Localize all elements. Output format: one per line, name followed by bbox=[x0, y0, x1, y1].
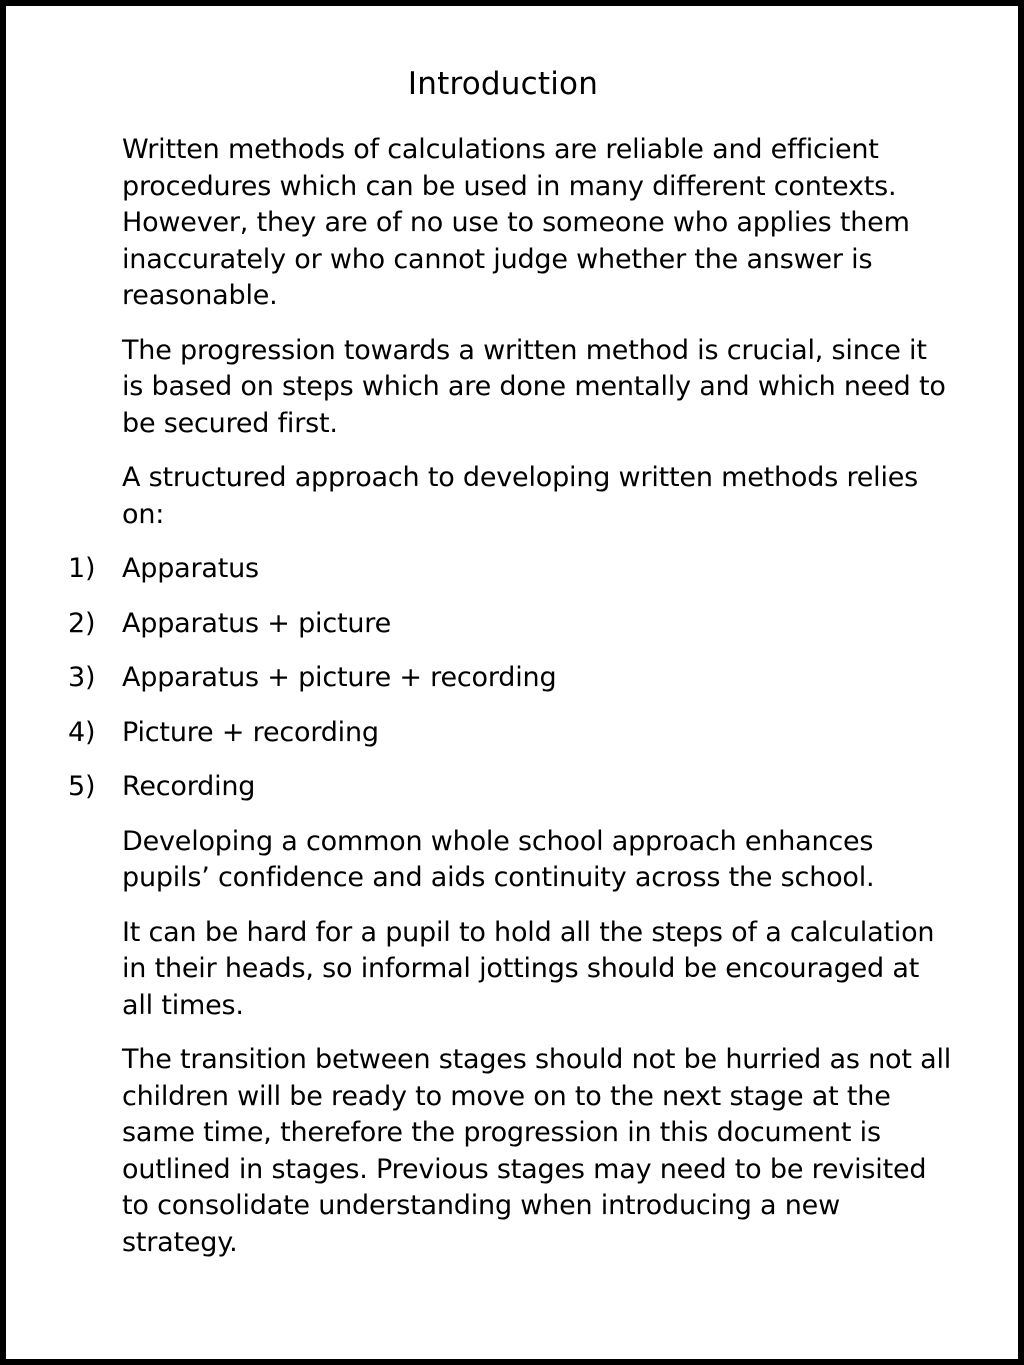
list-text: Apparatus bbox=[122, 553, 259, 584]
list-number: 3) bbox=[68, 662, 96, 693]
paragraph-transition: The transition between stages should not be hurried as not all children will be ready to move on to the next stage at the same time, therefore the progression in this document is outlined in stages. Previous stages may need to be revisited to consolidate understanding when introducing a new strategy. bbox=[122, 1044, 952, 1258]
stages-list bbox=[68, 551, 952, 806]
paragraph-written-methods: Written methods of calculations are reliable and efficient procedures which can be used in many different contexts. However, they are of no use to someone who applies them inaccurately or who cannot judge whether the answer is reasonable. bbox=[122, 134, 910, 311]
list-text: Recording bbox=[122, 771, 256, 802]
list-number: 4) bbox=[68, 716, 96, 748]
document-body bbox=[68, 132, 952, 1279]
list-item bbox=[68, 606, 952, 643]
list-number: 2) bbox=[68, 607, 96, 639]
paragraph-common-approach: Developing a common whole school approach enhances pupils’ confidence and aids continuity across the school. bbox=[122, 825, 875, 893]
list-number: 5) bbox=[68, 771, 96, 802]
list-number: 1) bbox=[68, 553, 96, 584]
page-title: Introduction bbox=[407, 66, 599, 102]
list-text: Picture + recording bbox=[122, 716, 379, 748]
list-item bbox=[68, 660, 952, 697]
paragraph-progression: The progression towards a written method is crucial, since it is based on steps which are done mentally and which need to be secured first. bbox=[122, 334, 946, 439]
list-item bbox=[68, 769, 952, 806]
paragraph-informal-jottings: It can be hard for a pupil to hold all the steps of a calculation in their heads, so informal jottings should be encouraged at all times. bbox=[122, 916, 935, 1021]
list-item bbox=[68, 551, 952, 588]
list-text: Apparatus + picture bbox=[122, 607, 391, 639]
list-text: Apparatus + picture + recording bbox=[122, 662, 557, 693]
paragraph-structured-approach: A structured approach to developing written methods relies on: bbox=[122, 462, 919, 530]
list-item bbox=[68, 715, 952, 752]
